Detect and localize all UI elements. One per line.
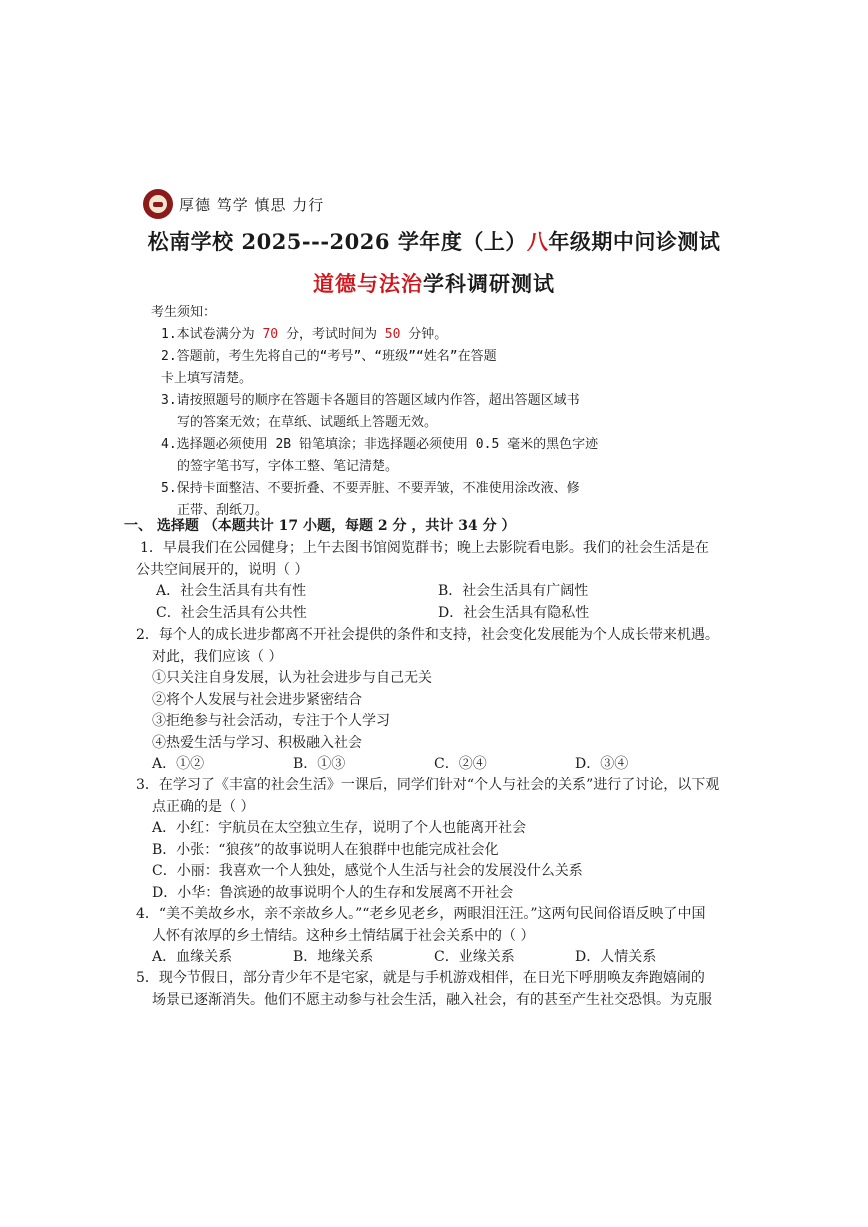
exam-title: 松南学校 2025---2026 学年度（上）八年级期中问诊测试 (147, 229, 721, 254)
school-logo (143, 189, 173, 219)
question-3 (136, 775, 736, 904)
question-stem: 人怀有浓厚的乡土情结。这种乡土情结属于社会关系中的（ ） (152, 927, 535, 944)
statement-3: ③拒绝参与社会活动，专注于个人学习 (152, 713, 390, 729)
question-2 (136, 625, 736, 776)
question-stem: 3．在学习了《丰富的社会生活》一课后，同学们针对“个人与社会的关系”进行了讨论，以下观 (136, 777, 720, 793)
option-d: D．人情关系 (575, 949, 657, 965)
option-d: D．社会生活具有隐私性 (438, 604, 590, 621)
statement-2: ②将个人发展与社会进步紧密结合 (152, 691, 362, 708)
question-stem: 公共空间展开的，说明（ ） (136, 561, 309, 578)
option-a: A．社会生活具有共有性 (156, 583, 307, 599)
option-b: B．社会生活具有广阔性 (438, 583, 589, 599)
exam-subtitle: 道德与法治学科调研测试 (313, 271, 555, 296)
option-c: C．业缘关系 (434, 949, 515, 965)
notice-line-5: 写的答案无效；在草纸、试题纸上答题无效。 (177, 415, 438, 430)
question-stem: 1．早晨我们在公园健身；上午去图书馆阅览群书；晚上去影院看电影。我们的社会生活是在 (140, 540, 709, 556)
question-stem: 点正确的是（ ） (152, 798, 255, 815)
option-d: D．小华：鲁滨逊的故事说明个人的生存和发展离不开社会 (152, 884, 514, 901)
notice-heading: 考生须知： (151, 305, 217, 320)
statement-4: ④热爱生活与学习、积极融入社会 (152, 734, 362, 751)
option-d: D．③④ (575, 756, 629, 772)
question-stem: 场景已逐渐消失。他们不愿主动参与社会生活，融入社会，有的甚至产生社交恐惧。为克服 (152, 991, 712, 1008)
option-b: B．地缘关系 (293, 949, 374, 965)
candidate-notice (151, 302, 598, 522)
notice-line-6: 4.选择题必须使用 2B 铅笔填涂；非选择题必须使用 0.5 毫米的黑色字迹 (161, 437, 599, 452)
question-stem: 4．“美不美故乡水，亲不亲故乡人。”“老乡见老乡，两眼泪汪汪。”这两句民间俗语反映了中国 (136, 906, 706, 922)
option-b: B．小张：“狼孩”的故事说明人在狼群中也能完成社会化 (152, 841, 499, 858)
question-5 (136, 968, 736, 1011)
section-heading: 一、 选择题 （本题共计 17 小题，每题 2 分 ，共计 34 分 ） (124, 518, 516, 534)
motto-text: 厚德 笃学 慎思 力行 (179, 195, 325, 214)
question-1 (136, 538, 740, 624)
notice-line-9: 正带、刮纸刀。 (177, 503, 269, 518)
notice-line-8: 5.保持卡面整洁、不要折叠、不要弄脏、不要弄皱，不准使用涂改液、修 (161, 481, 580, 496)
option-b: B．①③ (293, 756, 346, 772)
notice-line-2: 2.答题前，考生先将自己的“考号”、“班级”“姓名”在答题 (161, 349, 497, 364)
notice-line-4: 3.请按照题号的顺序在答题卡各题目的答题区域内作答，超出答题区域书 (161, 393, 580, 408)
school-motto (143, 188, 324, 220)
option-a: A．①② (152, 756, 205, 772)
option-c: C．小丽：我喜欢一个人独处，感觉个人生活与社会的发展没什么关系 (152, 863, 583, 879)
statement-1: ①只关注自身发展，认为社会进步与自己无关 (152, 670, 432, 686)
question-stem: 对此，我们应该（ ） (152, 648, 283, 665)
notice-line-7: 的签字笔书写，字体工整、笔记清楚。 (177, 459, 399, 474)
notice-line-1: 1.本试卷满分为 70 分，考试时间为 50 分钟。 (161, 327, 448, 342)
option-c: C．社会生活具有公共性 (156, 604, 307, 621)
option-c: C．②④ (434, 756, 487, 772)
option-a: A．小红：宇航员在太空独立生存，说明了个人也能离开社会 (152, 820, 527, 836)
question-stem: 5．现今节假日，部分青少年不是宅家，就是与手机游戏相伴，在日光下呼朋唤友奔跑嬉闹的 (136, 970, 705, 986)
notice-line-3: 卡上填写清楚。 (161, 371, 253, 386)
question-4 (136, 904, 736, 969)
option-a: A．血缘关系 (152, 949, 233, 965)
question-stem: 2．每个人的成长进步都离不开社会提供的条件和支持，社会变化发展能为个人成长带来机遇。 (136, 627, 719, 643)
